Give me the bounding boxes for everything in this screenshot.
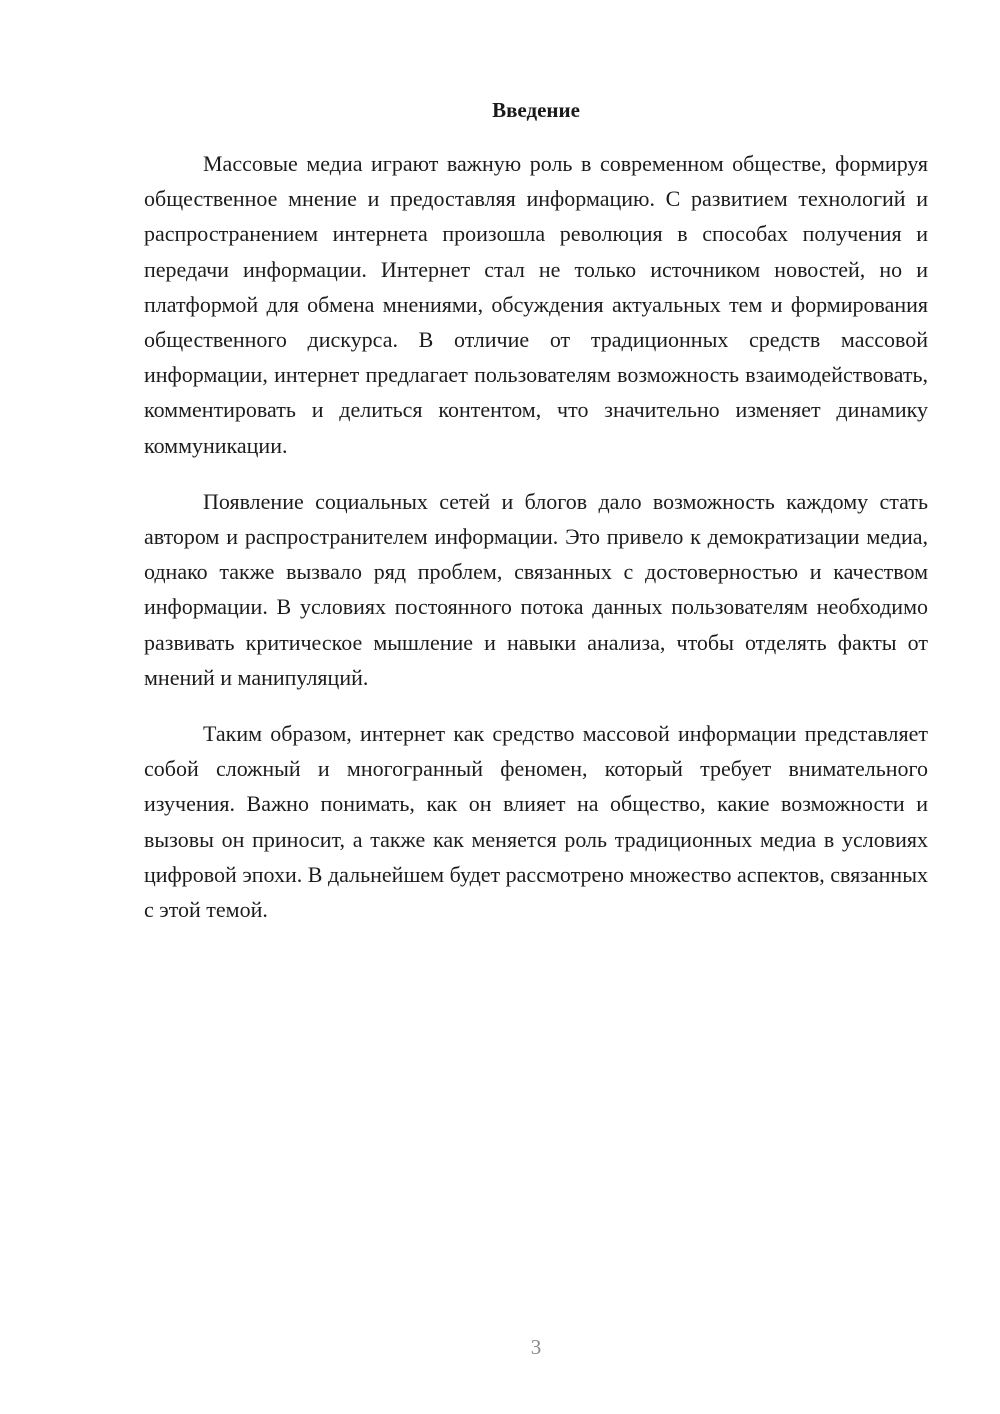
paragraph-2: Появление социальных сетей и блогов дало возможность каждому стать автором и распространителем информации. Это привело к демократизации медиа, однако также вызвало ряд проблем, связанных с достоверностью и качеством информации. В условиях постоянного потока данных пользователям необходимо развивать критическое мышление и навыки анализа, чтобы отделять факты от мнений и манипуляций.: [144, 488, 928, 690]
paragraph-3: Таким образом, интернет как средство массовой информации представляет собой сложный и многогранный феномен, который требует внимательного изучения. Важно понимать, как он влияет на общество, какие возможности и вызовы он приносит, а также как меняется роль традиционных медиа в условиях цифровой эпохи. В дальнейшем будет рассмотрено множество аспектов, связанных с этой темой.: [144, 721, 928, 923]
body-text: [144, 146, 928, 948]
paragraph-1: Массовые медиа играют важную роль в современном обществе, формируя общественное мнение и предоставляя информацию. С развитием технологий и распространением интернета произошла революция в способах получения и передачи информации. Интернет стал не только источником новостей, но и платформой для обмена мнениями, обсуждения актуальных тем и формирования общественного дискурса. В отличие от традиционных средств массовой информации, интернет предлагает пользователям возможность взаимодействовать, комментировать и делиться контентом, что значительно изменяет динамику коммуникации.: [144, 151, 928, 458]
page-number: 3: [530, 1335, 542, 1359]
page-title: Введение: [492, 98, 580, 122]
